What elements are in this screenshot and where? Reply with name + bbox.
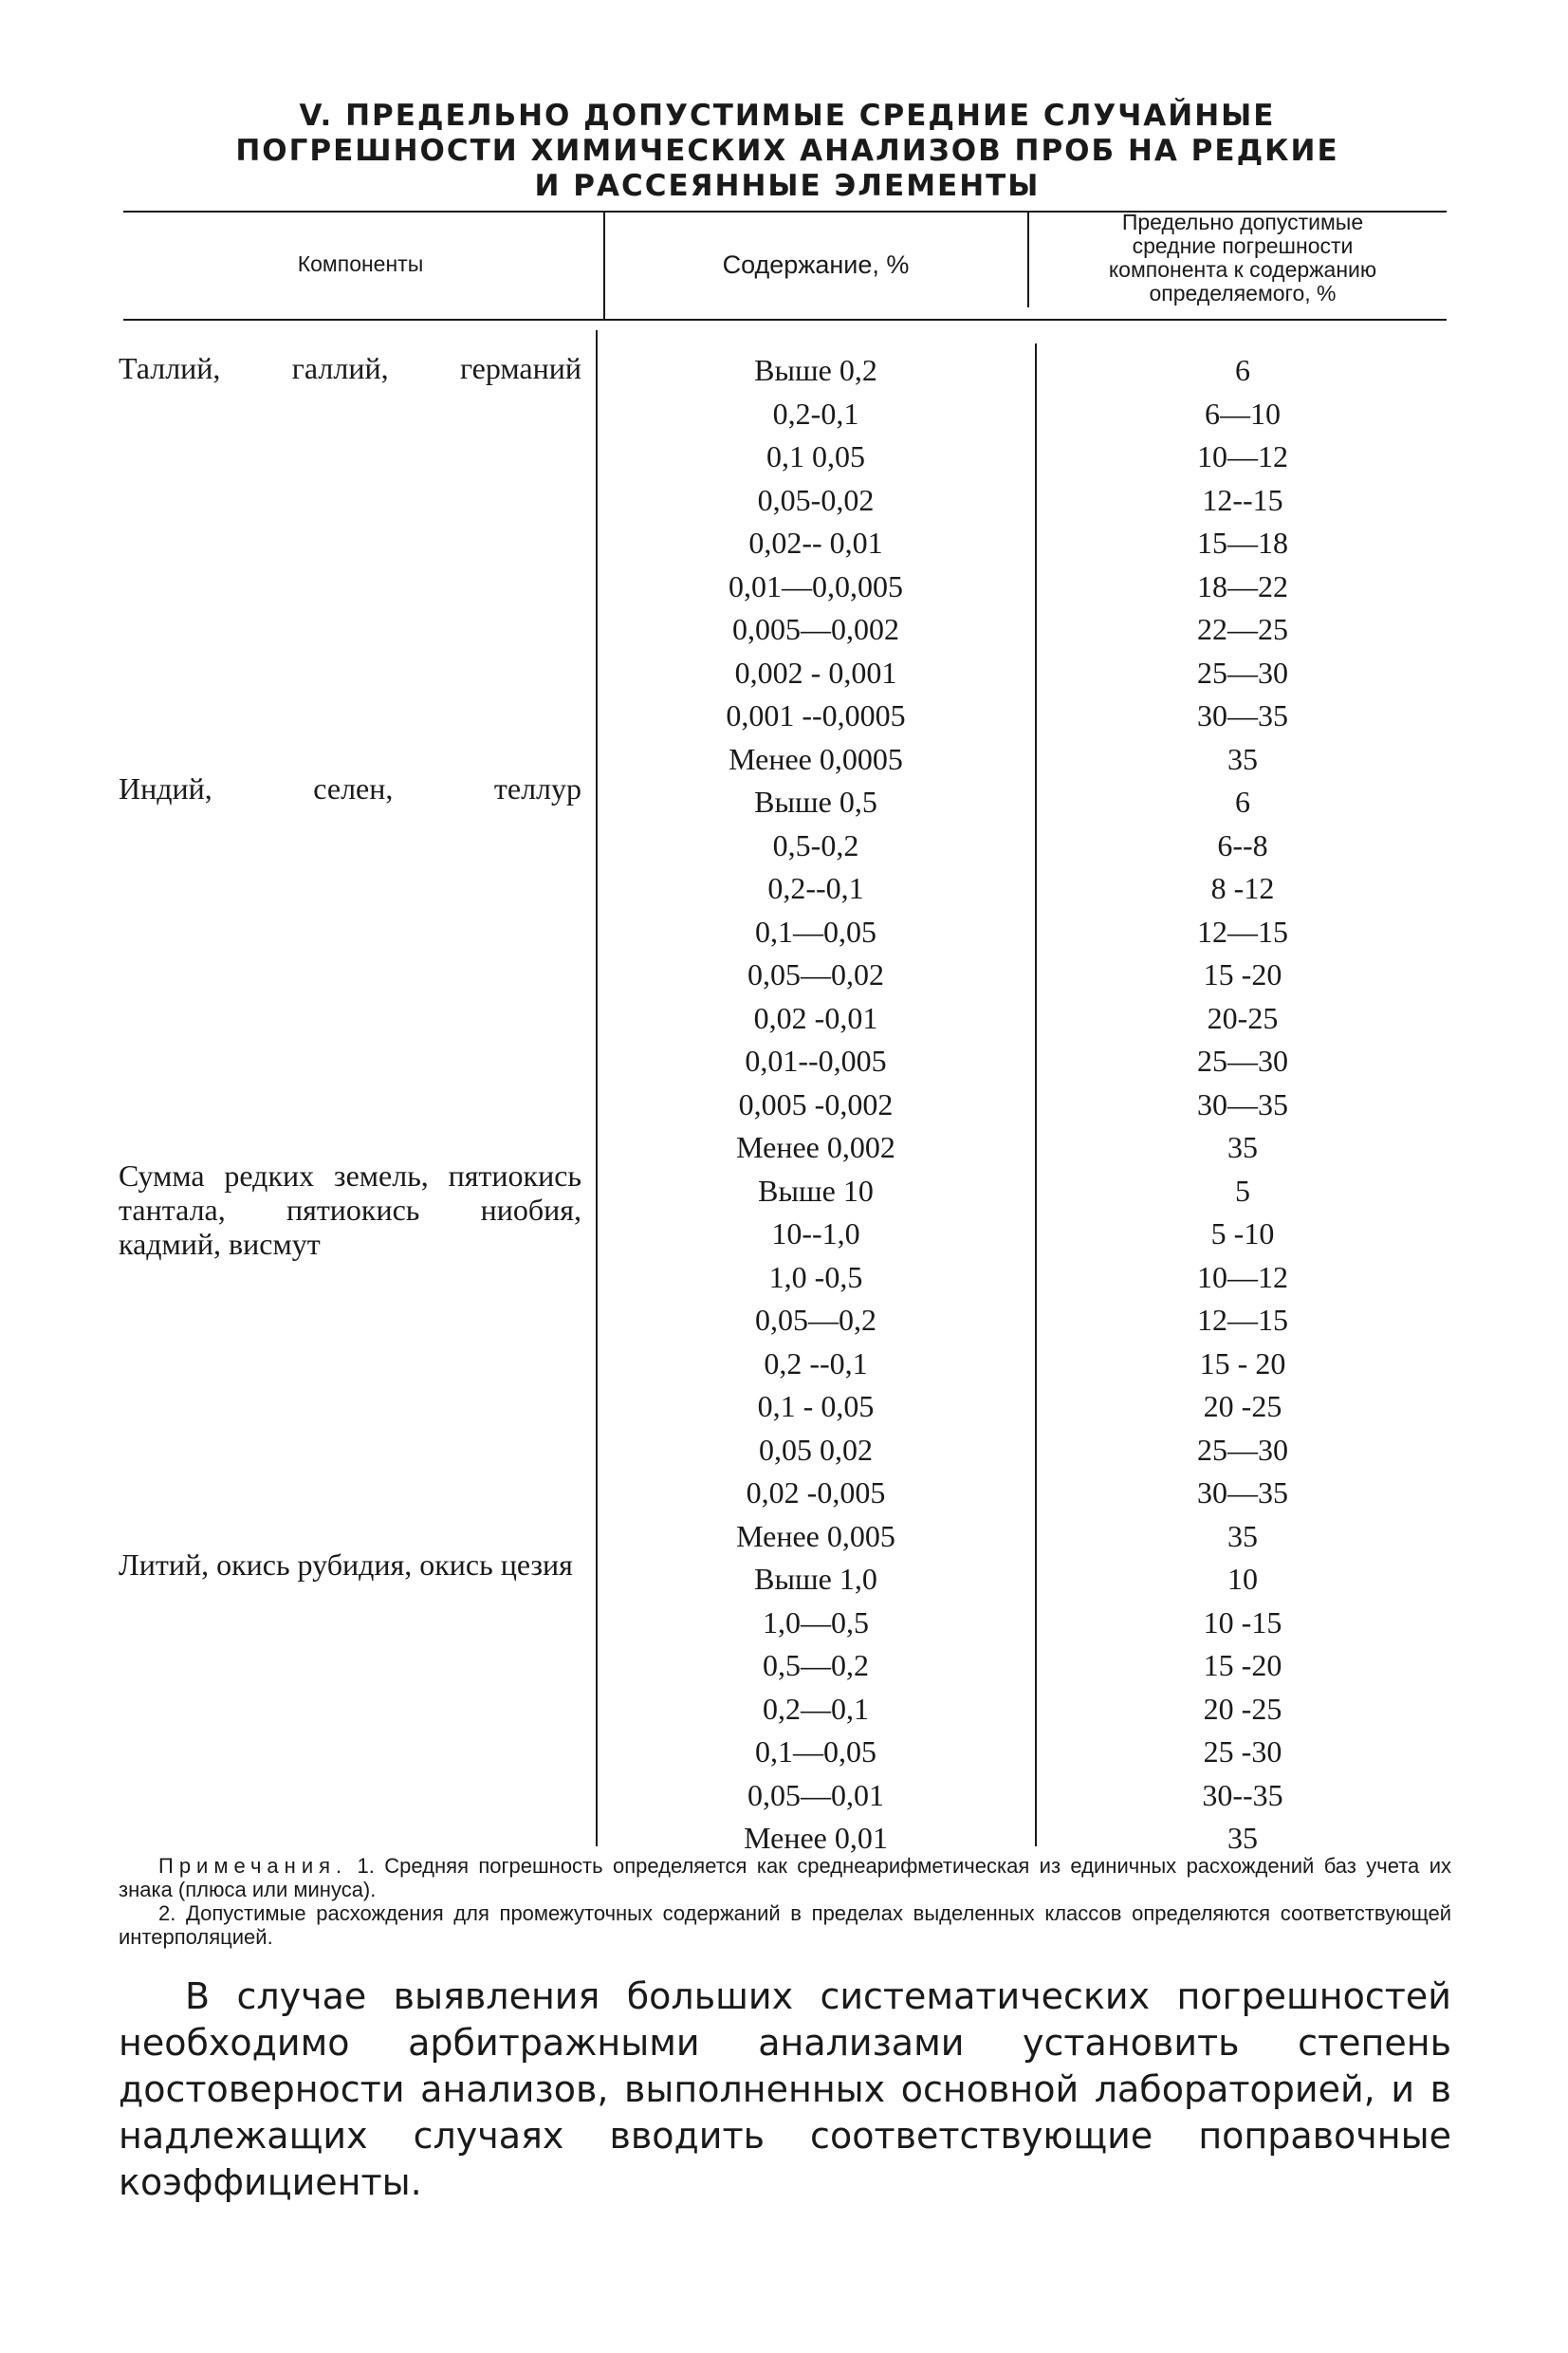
error-cell: 6 <box>1235 353 1250 387</box>
header-column-divider-1 <box>603 213 605 319</box>
error-cell: 25 -30 <box>1203 1734 1282 1769</box>
content-cell: Выше 0,5 <box>754 785 877 819</box>
content-cell: Менее 0,0005 <box>729 742 903 776</box>
error-cell: 15 - 20 <box>1199 1346 1286 1380</box>
error-cell: 20 -25 <box>1203 1389 1282 1423</box>
content-cell: 0,05 0,02 <box>759 1433 873 1467</box>
content-cell: 0,2--0,1 <box>767 871 864 905</box>
error-cell: 35 <box>1227 1821 1258 1855</box>
error-cell: 6—10 <box>1205 397 1281 431</box>
body-column-divider-2 <box>1035 343 1037 1846</box>
content-cell: 0,5—0,2 <box>763 1648 869 1682</box>
error-cell: 10—12 <box>1197 1260 1288 1294</box>
error-cell: 20-25 <box>1207 1001 1279 1035</box>
page-title-line-2: ПОГРЕШНОСТИ ХИМИЧЕСКИХ АНАЛИЗОВ ПРОБ НА РЕДКИЕ <box>235 134 1339 168</box>
error-cell: 6 <box>1235 785 1250 819</box>
column-header-error <box>1043 211 1442 306</box>
content-cell: 1,0 -0,5 <box>768 1260 863 1294</box>
column-header-error-line: компонента к содержанию <box>1108 257 1377 282</box>
error-cell: 25—30 <box>1197 656 1288 690</box>
content-cell: 0,05—0,02 <box>747 957 884 991</box>
component-name: Литий, окись рубидия, окись цезия <box>119 1547 573 1582</box>
content-cell: Выше 1,0 <box>754 1562 877 1596</box>
content-cell: 0,1 0,05 <box>766 439 865 473</box>
error-cell: 20 -25 <box>1203 1692 1282 1726</box>
content-cell: 0,05-0,02 <box>757 483 875 517</box>
error-cell: 5 <box>1235 1174 1250 1208</box>
page-title <box>114 99 1461 204</box>
error-cell: 18—22 <box>1197 569 1288 603</box>
error-cell: 25—30 <box>1197 1044 1288 1078</box>
error-cell: 25—30 <box>1197 1433 1288 1467</box>
error-cell: 8 -12 <box>1210 871 1275 905</box>
component-name: Индий, селен, теллур <box>119 771 581 806</box>
error-cell: 35 <box>1227 1519 1258 1553</box>
note-1-text: 1. Средняя погрешность определяется как среднеарифметическая из единичных расхождений баз учета их знака (плюса или минуса). <box>119 1854 1451 1901</box>
content-cell: Менее 0,005 <box>736 1519 895 1553</box>
note-1 <box>119 1854 1451 1901</box>
page-title-line-1: V. ПРЕДЕЛЬНО ДОПУСТИМЫЕ СРЕДНИЕ СЛУЧАЙНЫЕ <box>299 99 1276 133</box>
error-cell: 30—35 <box>1197 1087 1288 1121</box>
error-cell: 10—12 <box>1197 439 1288 473</box>
content-cell: 0,002 - 0,001 <box>734 656 897 690</box>
component-name: Сумма редких земель, пятиокись тантала, пятиокись ниобия, кадмий, висмут <box>119 1158 581 1261</box>
content-cell: 0,1 - 0,05 <box>757 1389 875 1423</box>
column-header-error-line: определяемого, % <box>1149 281 1337 306</box>
content-cell: 0,001 --0,0005 <box>726 698 906 732</box>
content-cell: 0,05—0,2 <box>755 1303 876 1337</box>
content-cell: 0,02 -0,005 <box>746 1475 886 1510</box>
error-cell: 15 -20 <box>1203 957 1282 991</box>
error-cell: 12--15 <box>1202 483 1283 517</box>
error-cell: 5 -10 <box>1210 1216 1275 1251</box>
content-cell: 0,5-0,2 <box>772 828 859 862</box>
content-cell: Менее 0,002 <box>736 1130 895 1164</box>
error-cell: 15—18 <box>1197 526 1288 560</box>
error-cell: 35 <box>1227 742 1258 776</box>
content-cell: 0,2-0,1 <box>772 397 859 431</box>
column-header-components: Компоненты <box>297 251 424 276</box>
error-cell: 15 -20 <box>1203 1648 1282 1682</box>
content-cell: Выше 10 <box>758 1174 874 1208</box>
error-cell: 30—35 <box>1197 698 1288 732</box>
table-notes <box>119 1854 1451 1949</box>
component-name: Таллий, галлий, германий <box>119 351 581 385</box>
content-cell: 0,02-- 0,01 <box>748 526 883 560</box>
content-cell: Менее 0,01 <box>744 1821 888 1855</box>
content-cell: Выше 0,2 <box>754 353 877 387</box>
error-cell: 12—15 <box>1197 915 1288 949</box>
column-header-content: Содержание, % <box>722 250 910 279</box>
content-cell: 0,02 -0,01 <box>753 1001 878 1035</box>
content-cell: 0,1—0,05 <box>755 1734 876 1769</box>
error-cell: 6--8 <box>1217 828 1268 862</box>
notes-heading: Примечания. <box>158 1854 348 1878</box>
content-cell: 0,005—0,002 <box>732 612 899 646</box>
error-cell: 10 <box>1227 1562 1258 1596</box>
page-title-line-3: И РАССЕЯННЫЕ ЭЛЕМЕНТЫ <box>534 169 1041 203</box>
column-header-error-line: средние погрешности <box>1132 233 1354 258</box>
error-cell: 12—15 <box>1197 1303 1288 1337</box>
content-cell: 0,05—0,01 <box>747 1778 884 1812</box>
body-column-divider-1 <box>596 330 598 1846</box>
content-cell: 0,2 --0,1 <box>764 1346 868 1380</box>
content-cell: 0,01—0,0,005 <box>729 569 903 603</box>
error-cell: 30—35 <box>1197 1475 1288 1510</box>
error-cell: 22—25 <box>1197 612 1288 646</box>
content-cell: 0,1—0,05 <box>755 915 876 949</box>
error-cell: 10 -15 <box>1203 1605 1282 1640</box>
header-column-divider-2 <box>1027 213 1029 307</box>
error-cell: 35 <box>1227 1130 1258 1164</box>
body-paragraph: В случае выявления больших систематических погрешностей необходимо арбитражными анализами установить степень достоверности анализов, выполненных основной лабораторией, и в надлежащих случаях вводить соответствующие поправочные коэффициенты. <box>119 1975 1451 2203</box>
column-header-error-line: Предельно допустимые <box>1121 210 1364 234</box>
content-cell: 0,01--0,005 <box>745 1044 887 1078</box>
table-header-rule <box>123 319 1447 321</box>
error-cell: 30--35 <box>1202 1778 1283 1812</box>
content-cell: 0,2—0,1 <box>763 1692 869 1726</box>
content-cell: 10--1,0 <box>771 1216 860 1251</box>
content-cell: 1,0—0,5 <box>763 1605 869 1640</box>
content-cell: 0,005 -0,002 <box>738 1087 894 1121</box>
note-2: 2. Допустимые расхождения для промежуточных содержаний в пределах выделенных классов определяются соответствующей интерполяцией. <box>119 1901 1451 1949</box>
